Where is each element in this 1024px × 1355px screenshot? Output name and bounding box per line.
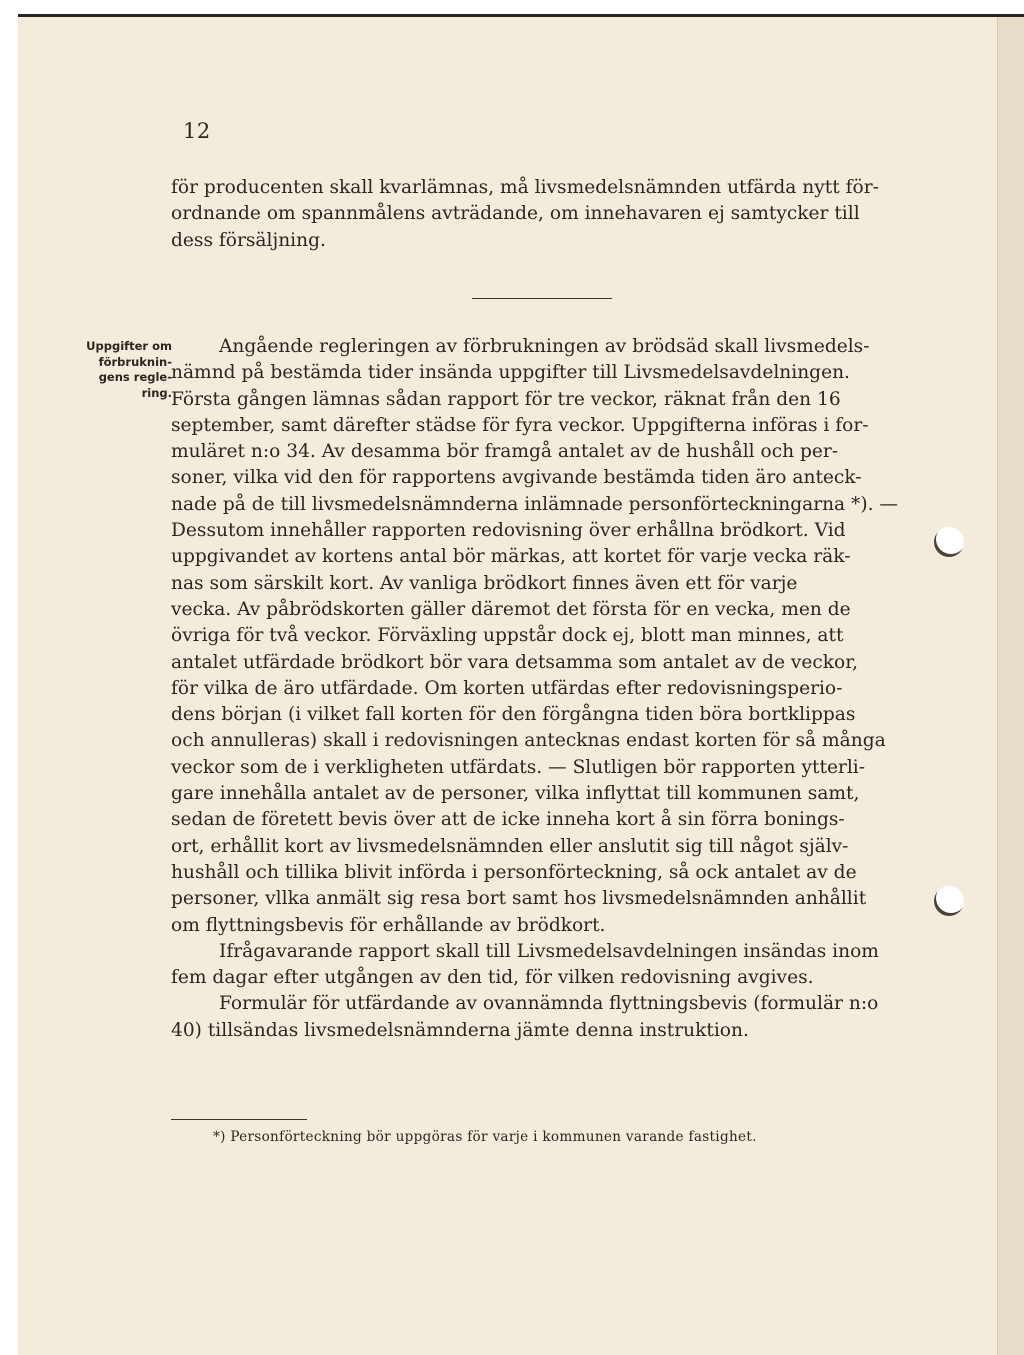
body-line: Formulär för utfärdande av ovannämnda flyttningsbevis (formulär n:o <box>219 993 879 1015</box>
punch-hole <box>934 886 964 916</box>
body-line: september, samt därefter städse för fyra veckor. Uppgifterna införas i for- <box>171 414 869 436</box>
margin-note-line: Uppgifter om <box>86 339 172 353</box>
body-line: fem dagar efter utgången av den tid, för vilken redovisning avgives. <box>171 967 814 989</box>
footnote-divider <box>171 1119 307 1120</box>
section-divider <box>472 298 612 299</box>
intro-line: ordnande om spannmålens avträdande, om innehavaren ej samtycker till <box>171 203 860 225</box>
body-line: vecka. Av påbrödskorten gäller däremot det första för en vecka, men de <box>171 598 851 620</box>
margin-note-line: ring. <box>141 385 172 400</box>
body-line: muläret n:o 34. Av desamma bör framgå antalet av de hushåll och per- <box>171 441 839 463</box>
main-text <box>171 334 923 1044</box>
body-line: hushåll och tillika blivit införda i personförteckning, så ock antalet av de <box>171 861 857 883</box>
body-line: och annulleras) skall i redovisningen antecknas endast korten för så många <box>171 730 886 752</box>
intro-line: dess försäljning. <box>171 229 326 251</box>
intro-paragraph <box>171 175 923 254</box>
punch-hole <box>934 527 964 557</box>
margin-note <box>62 339 172 401</box>
body-line: antalet utfärdade brödkort bör vara detsamma som antalet av de veckor, <box>171 651 858 673</box>
body-line: dens början (i vilket fall korten för den förgångna tiden böra bortklippas <box>171 704 856 726</box>
margin-note-line: förbruknin- <box>98 354 172 369</box>
margin-note-line: gens regle- <box>98 370 172 384</box>
footnote: *) Personförteckning bör uppgöras för varje i kommunen varande fastighet. <box>213 1129 757 1145</box>
body-line: för vilka de äro utfärdade. Om korten utfärdas efter redovisningsperio- <box>171 677 843 699</box>
body-line: Dessutom innehåller rapporten redovisning över erhållna brödkort. Vid <box>171 520 846 542</box>
body-line: nämnd på bestämda tider insända uppgifter till Livsmedelsavdelningen. <box>171 362 850 384</box>
body-line: personer, vllka anmält sig resa bort samt hos livsmedelsnämnden anhållit <box>171 888 867 910</box>
body-line: sedan de företett bevis över att de icke inneha kort å sin förra bonings- <box>171 809 845 831</box>
body-line: veckor som de i verkligheten utfärdats. — Slutligen bör rapporten ytterli- <box>171 756 866 778</box>
body-line: uppgivandet av kortens antal bör märkas, att kortet för varje vecka räk- <box>171 546 851 568</box>
body-line: nas som särskilt kort. Av vanliga brödkort finnes även ett för varje <box>171 572 798 594</box>
intro-line: för producenten skall kvarlämnas, må livsmedelsnämnden utfärda nytt för- <box>171 177 879 198</box>
body-line: 40) tillsändas livsmedelsnämnderna jämte denna instruktion. <box>171 1019 749 1041</box>
body-line: nade på de till livsmedelsnämnderna inlämnade personförteckningarna *). — <box>171 493 899 515</box>
body-line: gare innehålla antalet av de personer, vilka inflyttat till kommunen samt, <box>171 783 860 805</box>
page-edge-shadow <box>997 17 1024 1355</box>
body-line: övriga för två veckor. Förväxling uppstår dock ej, blott man minnes, att <box>171 625 844 647</box>
body-line: Ifrågavarande rapport skall till Livsmedelsavdelningen insändas inom <box>219 940 879 962</box>
body-line: soner, vilka vid den för rapportens avgivande bestämda tiden äro anteck- <box>171 467 862 489</box>
document-page <box>18 14 1024 1355</box>
body-line: om flyttningsbevis för erhållande av brödkort. <box>171 914 606 936</box>
body-line: Första gången lämnas sådan rapport för tre veckor, räknat från den 16 <box>171 388 841 410</box>
body-line: ort, erhållit kort av livsmedelsnämnden eller anslutit sig till något själv- <box>171 835 849 857</box>
page-number: 12 <box>183 119 211 143</box>
body-line: Angående regleringen av förbrukningen av brödsäd skall livsmedels- <box>219 336 870 357</box>
